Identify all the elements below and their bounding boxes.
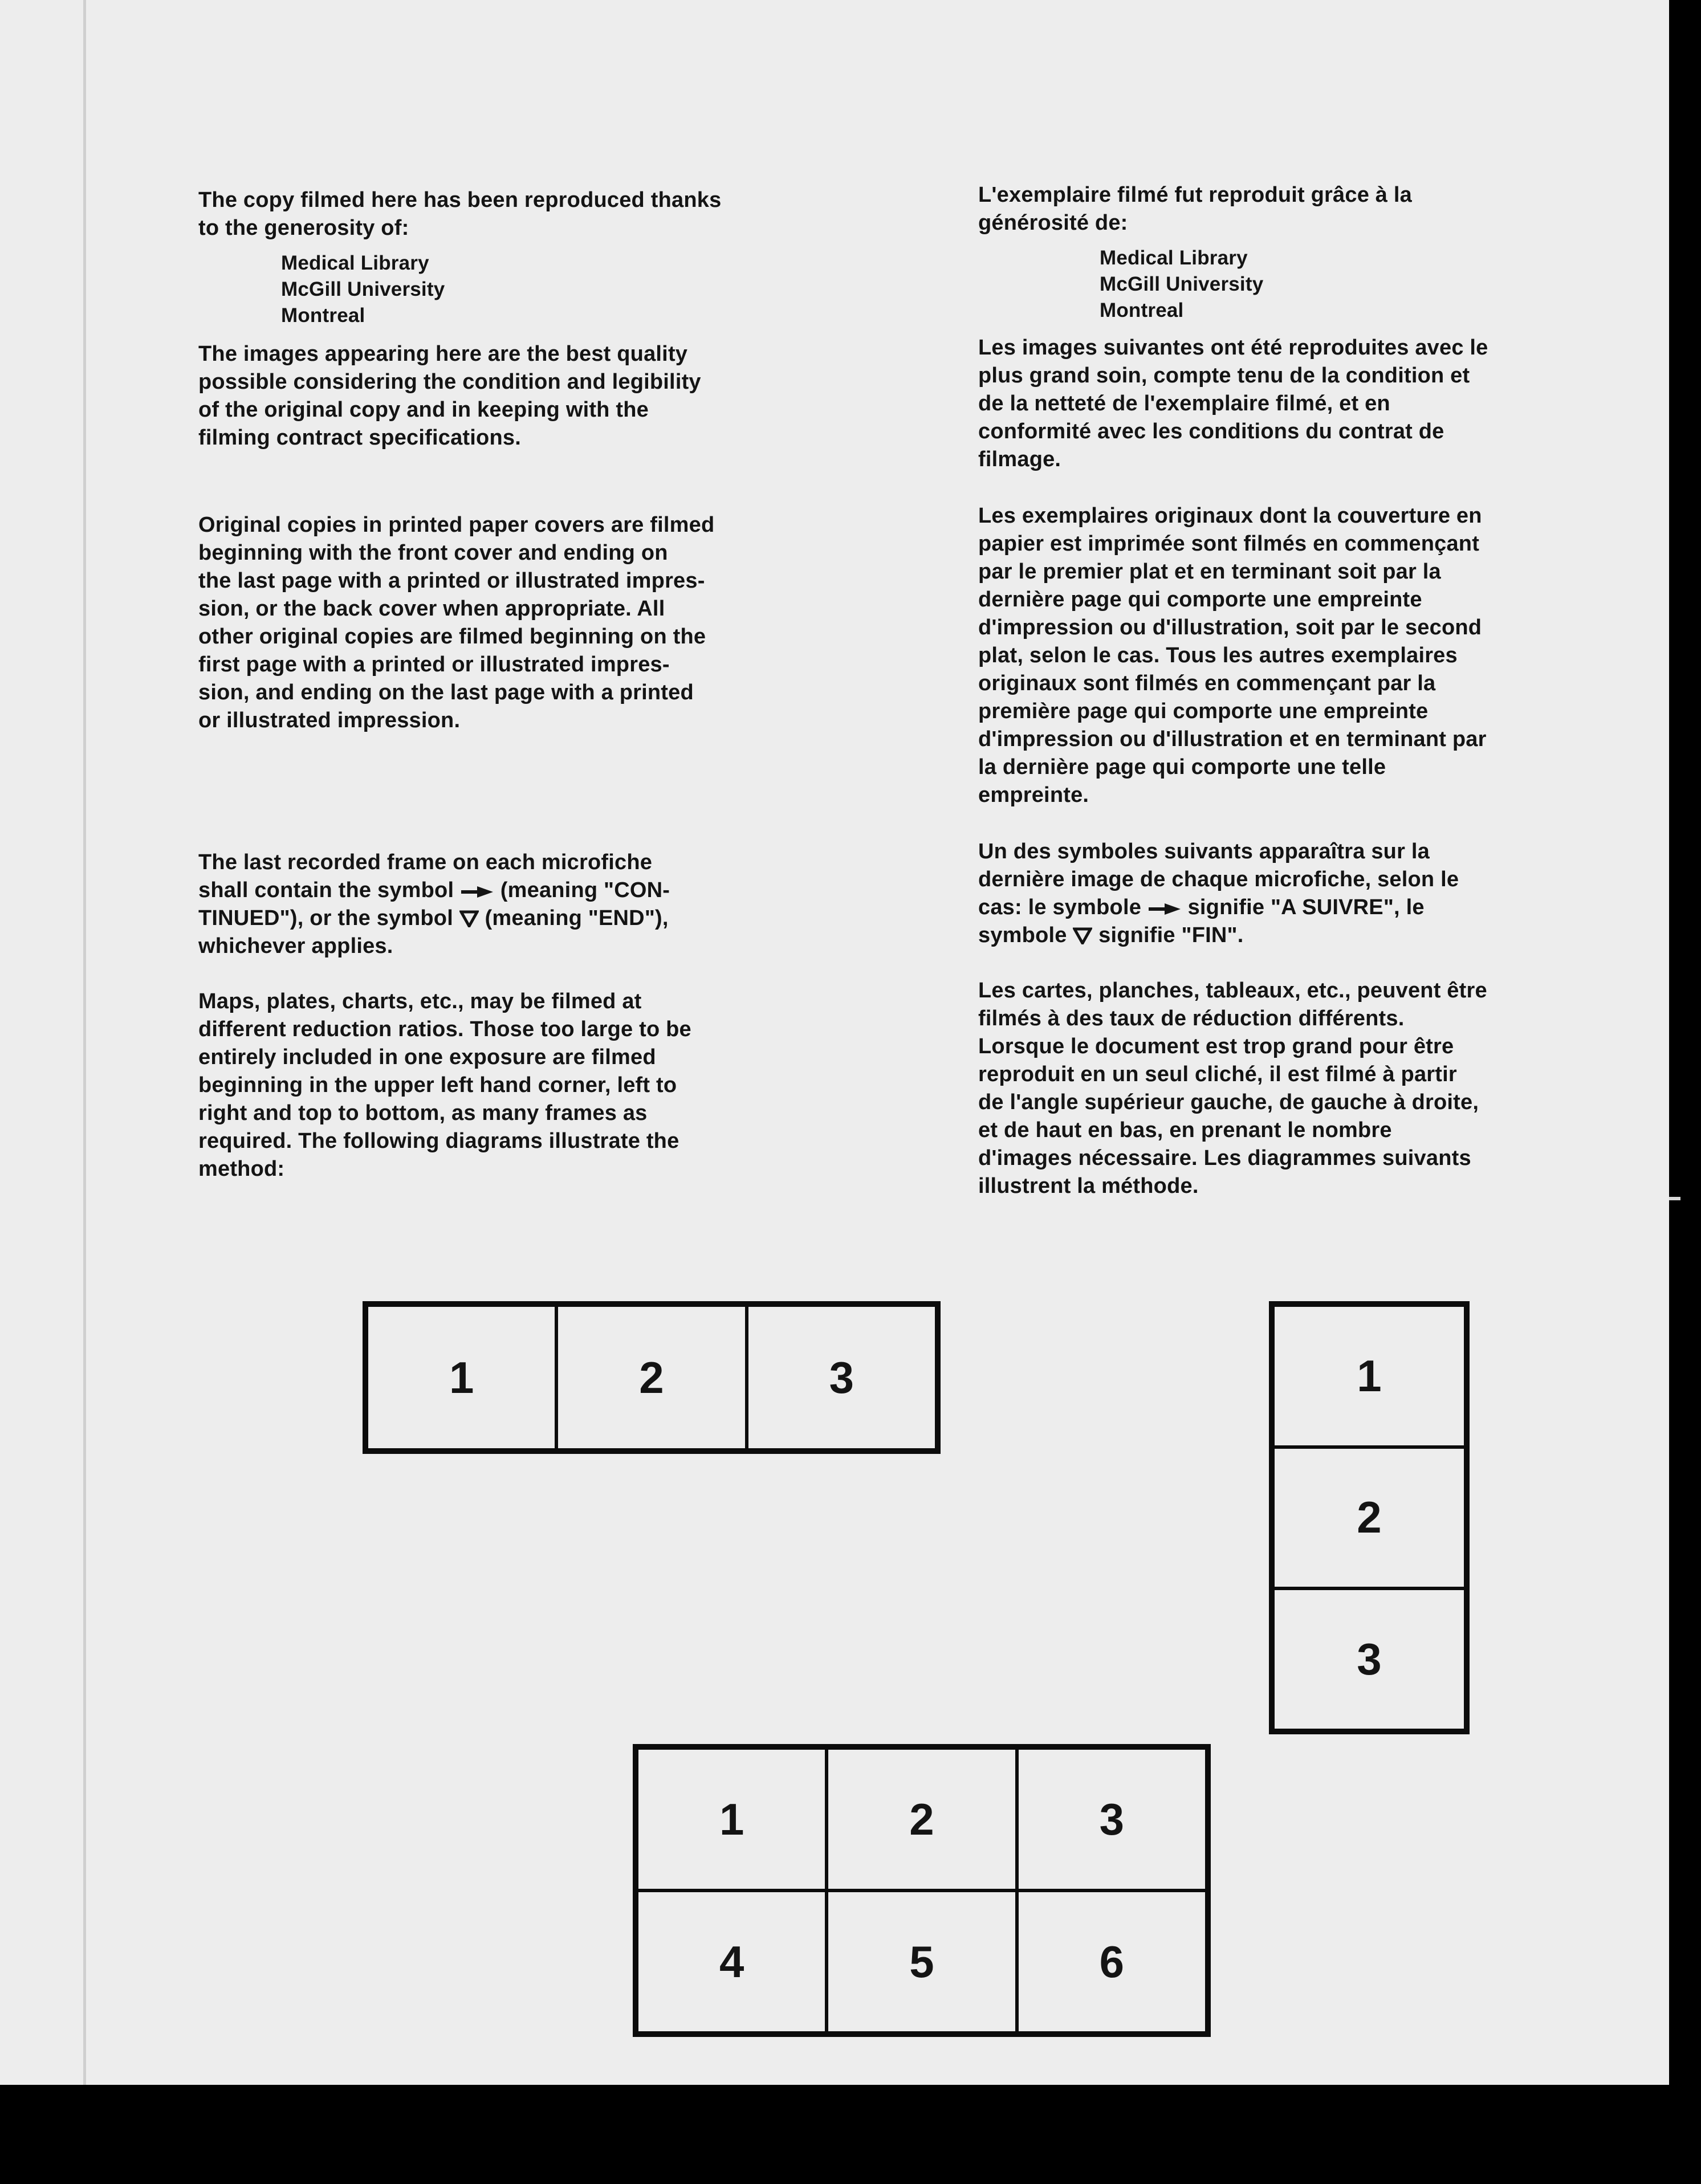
- english-donor-line: Medical Library: [281, 252, 429, 274]
- english-maps-paragraph: Maps, plates, charts, etc., may be filmed at different reduction ratios. Those too large to be entirely included in one exposure are filmed beginning in the upper left hand corner, left to right and top to bottom, as many frames as required. The following diagrams illustrate the method:: [198, 989, 691, 1181]
- french-symbol-line: [978, 894, 1628, 922]
- frame-cell: 6: [1017, 1890, 1207, 2033]
- frame-cell: 2: [1273, 1447, 1466, 1589]
- french-symbol-paragraph: [978, 838, 1628, 950]
- english-symbol-text: (meaning "END"),: [485, 906, 669, 930]
- horizontal-frame-diagram: [363, 1301, 941, 1454]
- grid-frame-diagram: [633, 1744, 1211, 2037]
- english-donor-line: McGill University: [281, 278, 445, 300]
- french-donor-block: [1100, 245, 1628, 324]
- frame-cell: 5: [827, 1890, 1016, 2033]
- french-symbol-line: dernière image de chaque microfiche, selon le: [978, 867, 1459, 891]
- right-arrow-icon: [460, 885, 494, 899]
- french-donor-line: McGill University: [1100, 273, 1264, 295]
- french-covers-paragraph: Les exemplaires originaux dont la couverture en papier est imprimée sont filmés en commençant par le premier plat et en terminant soit par la dernière page qui comporte une empreinte d'impression ou d'illustration, soit par le second plat, selon le cas. Tous les autres exemplaires originaux sont filmés en commençant par la première page qui comporte une empreinte d'impression ou d'illustration et en terminant par la dernière page qui comporte une telle empreinte.: [978, 504, 1487, 807]
- french-symbol-text: signifie "A SUIVRE", le: [1187, 895, 1425, 919]
- english-column: [198, 186, 854, 1183]
- english-intro: The copy filmed here has been reproduced thanks to the generosity of:: [198, 188, 722, 240]
- frame-cell: 1: [1273, 1305, 1466, 1447]
- english-symbol-line: [198, 877, 854, 904]
- french-symbol-text: signifie "FIN".: [1098, 923, 1244, 947]
- french-quality-paragraph: Les images suivantes ont été reproduites avec le plus grand soin, compte tenu de la condition et de la netteté de l'exemplaire filmé, et en conformité avec les conditions du contrat de filmage.: [978, 336, 1488, 471]
- scan-artifact: [1669, 1197, 1680, 1200]
- frame-cell: 2: [827, 1748, 1016, 1890]
- french-symbol-text: cas: le symbole: [978, 895, 1142, 919]
- frame-cell: 3: [1017, 1748, 1207, 1890]
- english-donor-block: [281, 250, 854, 329]
- french-intro: L'exemplaire filmé fut reproduit grâce à la générosité de:: [978, 183, 1412, 235]
- down-triangle-icon: [1073, 927, 1092, 944]
- frame-cell: 3: [747, 1305, 937, 1450]
- frame-cell: 4: [637, 1890, 827, 2033]
- down-triangle-icon: [459, 910, 479, 927]
- french-symbol-text: symbole: [978, 923, 1067, 947]
- english-symbol-paragraph: [198, 849, 854, 960]
- english-donor-line: Montreal: [281, 304, 365, 327]
- right-arrow-icon: [1147, 902, 1182, 916]
- french-symbol-line: Un des symboles suivants apparaîtra sur la: [978, 840, 1430, 863]
- english-covers-paragraph: Original copies in printed paper covers are filmed beginning with the front cover and ending on the last page with a printed or illustrated impres- sion, or the back cover when appropriate. All other original copies are filmed beginning on the first page with a printed or illustrated impres- sion, and ending on the last page with a printed or illustrated impression.: [198, 513, 715, 732]
- french-symbol-line: [978, 922, 1628, 950]
- french-column: [978, 181, 1628, 1200]
- english-symbol-line: The last recorded frame on each microfiche: [198, 850, 653, 874]
- frame-cell: 3: [1273, 1588, 1466, 1730]
- english-symbol-text: (meaning "CON-: [500, 878, 670, 902]
- french-donor-line: Medical Library: [1100, 247, 1248, 269]
- english-symbol-line: whichever applies.: [198, 934, 393, 958]
- english-symbol-line: [198, 904, 854, 932]
- vertical-frame-diagram: [1269, 1301, 1470, 1734]
- frame-cell: 1: [637, 1748, 827, 1890]
- english-symbol-text: shall contain the symbol: [198, 878, 454, 902]
- english-symbol-text: TINUED"), or the symbol: [198, 906, 453, 930]
- page-fold-line: [83, 0, 86, 2085]
- frame-cell: 2: [556, 1305, 746, 1450]
- english-quality-paragraph: The images appearing here are the best quality possible considering the condition and legibility of the original copy and in keeping with the filming contract specifications.: [198, 342, 701, 450]
- french-maps-paragraph: Les cartes, planches, tableaux, etc., peuvent être filmés à des taux de réduction différents. Lorsque le document est trop grand pour être reproduit en un seul cliché, il est filmé à partir de l'angle supérieur gauche, de gauche à droite, et de haut en bas, en prenant le nombre d'images nécessaire. Les diagrammes suivants illustrent la méthode.: [978, 979, 1487, 1198]
- frame-cell: 1: [367, 1305, 556, 1450]
- french-donor-line: Montreal: [1100, 299, 1184, 321]
